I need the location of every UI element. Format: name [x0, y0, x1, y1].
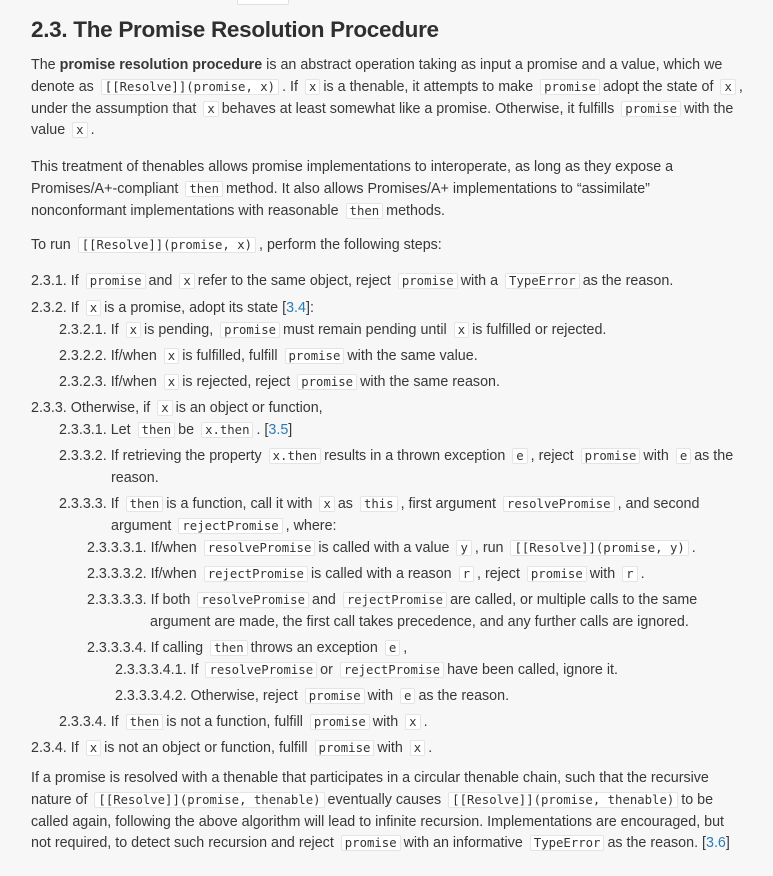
inline-code: promise	[315, 740, 375, 756]
text: is called with a value	[318, 540, 450, 556]
text: with an informative	[403, 835, 523, 852]
steps-intro	[31, 235, 751, 257]
text: .	[691, 540, 696, 556]
inline-code: promise	[297, 374, 357, 390]
text: .	[90, 122, 95, 139]
inline-code: x	[86, 740, 101, 756]
text: If a promise is resolved with a thenable that participates in a circular thenable chain, such that the recursive	[31, 770, 709, 786]
text: as the reason.	[582, 273, 674, 289]
text: If	[70, 300, 79, 316]
text: , reject	[530, 448, 574, 464]
step-number: 2.3.3.3.2.	[87, 566, 147, 582]
inline-code: TypeError	[505, 273, 580, 289]
inline-code: [[Resolve]](promise, y)	[510, 540, 688, 556]
text: denote as	[31, 78, 94, 95]
text: called again, following the above algorithm will lead to infinite recursion. Implementations are encouraged, but	[31, 813, 725, 830]
text: If both	[150, 592, 191, 608]
text: If	[110, 496, 119, 512]
text: If calling	[150, 640, 204, 656]
step-number: 2.3.3.3.3.	[87, 592, 147, 608]
step-number: 2.3.2.3.	[59, 374, 107, 390]
inline-code: e	[385, 640, 400, 656]
text: under the assumption that	[31, 100, 197, 117]
reference-link[interactable]: 3.6	[706, 835, 726, 852]
text: not required, to detect such recursion and reject	[31, 835, 334, 852]
inline-code: e	[512, 448, 527, 464]
step-2-3-3-3-4	[87, 637, 407, 659]
text: is pending,	[144, 322, 214, 338]
step-2-3-2	[31, 297, 314, 319]
text: nature of	[31, 791, 88, 808]
text: ]	[725, 835, 730, 852]
inline-code: x	[72, 122, 87, 138]
intro-paragraph	[31, 55, 751, 142]
inline-code: r	[459, 566, 474, 582]
reference-link[interactable]: 3.5	[268, 422, 289, 438]
step-2-3-2-1	[59, 319, 606, 341]
step-number: 2.3.2.1.	[59, 322, 107, 338]
text: eventually causes	[327, 791, 442, 808]
text: with the	[684, 100, 734, 117]
text: , run	[474, 540, 504, 556]
inline-code: r	[622, 566, 637, 582]
inline-code: resolvePromise	[204, 540, 316, 556]
step-2-3-3	[31, 397, 323, 419]
text: If	[70, 740, 79, 756]
inline-code: rejectPromise	[340, 662, 444, 678]
inline-code: then	[126, 714, 164, 730]
inline-code: x	[126, 322, 141, 338]
inline-code: x	[305, 79, 320, 95]
text: to be	[681, 791, 714, 808]
inline-code: e	[400, 688, 415, 704]
text: or	[320, 662, 333, 678]
text: Otherwise, if	[70, 400, 151, 416]
text: is a thenable, it attempts to make	[323, 78, 534, 95]
inline-code: rejectPromise	[343, 592, 447, 608]
text: with the same reason.	[360, 374, 500, 390]
reference-link[interactable]: 3.4	[286, 300, 306, 316]
step-number: 2.3.3.1.	[59, 422, 107, 438]
step-2-3-2-3	[59, 371, 500, 393]
text: Promises/A+-compliant	[31, 180, 179, 197]
text: with the same value.	[347, 348, 478, 364]
text: is called with a reason	[310, 566, 452, 582]
inline-code: promise	[285, 348, 345, 364]
inline-code: x	[86, 300, 101, 316]
step-number: 2.3.3.3.1.	[87, 540, 147, 556]
text: refer to the same object, reject	[197, 273, 391, 289]
code-snippet-fragment	[237, 0, 289, 5]
text: , first argument	[400, 496, 496, 512]
inline-code: resolvePromise	[197, 592, 309, 608]
text: methods.	[386, 202, 445, 219]
inline-code: promise	[310, 714, 370, 730]
text: . [	[256, 422, 269, 438]
inline-code: x	[179, 273, 194, 289]
text: method. It also allows Promises/A+ implementations to “assimilate”	[226, 180, 650, 197]
text: If	[110, 714, 119, 730]
text: is a function, call it with	[166, 496, 313, 512]
inline-code: rejectPromise	[178, 518, 282, 534]
inline-code: promise	[398, 273, 458, 289]
inline-code: x	[454, 322, 469, 338]
text: results in a thrown exception	[324, 448, 506, 464]
step-number: 2.3.2.	[31, 300, 67, 316]
inline-code: x.then	[269, 448, 321, 464]
section-heading: 2.3. The Promise Resolution Procedure	[31, 17, 439, 42]
text: Let	[110, 422, 131, 438]
step-number: 2.3.4.	[31, 740, 67, 756]
step-2-3-3-3-4-2	[115, 685, 509, 707]
text: The	[31, 57, 60, 73]
inline-code: x	[319, 496, 334, 512]
inline-code: resolvePromise	[205, 662, 317, 678]
text: If	[110, 322, 119, 338]
text: .	[423, 714, 428, 730]
step-number: 2.3.3.3.	[59, 496, 107, 512]
inline-code: x	[405, 714, 420, 730]
thenables-paragraph	[31, 157, 751, 222]
text: ,	[738, 78, 743, 95]
text: are called, or multiple calls to the same	[450, 592, 698, 608]
text: with	[367, 688, 394, 704]
bold-term: promise resolution procedure	[59, 57, 263, 73]
step-2-3-3-3-2	[87, 563, 645, 585]
text: ]	[288, 422, 293, 438]
step-number: 2.3.3.	[31, 400, 67, 416]
step-2-3-3-3-3	[87, 589, 697, 611]
text: with	[372, 714, 399, 730]
text: ,	[403, 640, 408, 656]
inline-code: x	[720, 79, 735, 95]
text: must remain pending until	[283, 322, 447, 338]
text: reason.	[111, 470, 159, 486]
text: nonconformant implementations with reasonable	[31, 202, 339, 219]
inline-code: x	[203, 101, 218, 117]
text: If/when	[110, 348, 157, 364]
inline-code: TypeError	[530, 835, 605, 851]
text: is rejected, reject	[182, 374, 291, 390]
inline-code: y	[456, 540, 471, 556]
text: is an abstract operation taking as input a promise and a value, which we	[262, 57, 723, 73]
text: argument	[111, 518, 172, 534]
inline-code: promise	[540, 79, 600, 95]
text: ]:	[305, 300, 314, 316]
inline-code: e	[676, 448, 691, 464]
text: and	[148, 273, 173, 289]
text: .	[640, 566, 645, 582]
text: as the reason. [	[607, 835, 706, 852]
text: If/when	[150, 566, 197, 582]
inline-code: promise	[86, 273, 146, 289]
text: have been called, ignore it.	[447, 662, 618, 678]
inline-code: [[Resolve]](promise, thenable)	[94, 792, 324, 808]
text: is not an object or function, fulfill	[104, 740, 308, 756]
inline-code: [[Resolve]](promise, x)	[101, 79, 279, 95]
inline-code: rejectPromise	[204, 566, 308, 582]
inline-code: then	[346, 203, 384, 219]
step-2-3-4	[31, 737, 432, 759]
inline-code: promise	[527, 566, 587, 582]
step-number: 2.3.3.3.4.	[87, 640, 147, 656]
inline-code: x	[410, 740, 425, 756]
inline-code: promise	[305, 688, 365, 704]
step-2-3-3-3-3-continued	[150, 611, 689, 633]
text: with	[377, 740, 403, 756]
circular-chain-paragraph	[31, 768, 751, 855]
text: argument are made, the first call takes precedence, and any further calls are ignored.	[150, 614, 689, 630]
text: as the	[694, 448, 734, 464]
inline-code: promise	[621, 101, 681, 117]
step-number: 2.3.3.2.	[59, 448, 107, 464]
step-2-3-3-4	[59, 711, 428, 733]
text: To run	[31, 237, 71, 253]
step-2-3-3-3-continued	[111, 515, 337, 537]
text: throws an exception	[250, 640, 378, 656]
inline-code: then	[210, 640, 248, 656]
text: value	[31, 122, 66, 139]
inline-code: x	[164, 374, 179, 390]
text: is fulfilled, fulfill	[182, 348, 278, 364]
step-number: 2.3.2.2.	[59, 348, 107, 364]
text: Otherwise, reject	[190, 688, 298, 704]
text: with	[643, 448, 669, 464]
text: is fulfilled or rejected.	[472, 322, 607, 338]
inline-code: then	[185, 181, 223, 197]
step-2-3-3-3-4-1	[115, 659, 618, 681]
step-2-3-3-3	[59, 493, 699, 515]
text: is an object or function,	[175, 400, 323, 416]
inline-code: x	[164, 348, 179, 364]
inline-code: [[Resolve]](promise, x)	[78, 237, 256, 253]
text: adopt the state of	[602, 78, 714, 95]
step-2-3-2-2	[59, 345, 478, 367]
inline-code: promise	[341, 835, 401, 851]
text: and	[312, 592, 336, 608]
text: , reject	[477, 566, 520, 582]
text: , perform the following steps:	[259, 237, 442, 253]
step-number: 2.3.3.4.	[59, 714, 107, 730]
text: with	[589, 566, 616, 582]
text: .	[428, 740, 433, 756]
inline-code: promise	[581, 448, 641, 464]
inline-code: promise	[220, 322, 280, 338]
text: If	[70, 273, 79, 289]
step-2-3-3-2-continued	[111, 467, 159, 489]
inline-code: resolvePromise	[503, 496, 615, 512]
step-2-3-3-2	[59, 445, 733, 467]
text: If retrieving the property	[110, 448, 262, 464]
inline-code: x	[157, 400, 172, 416]
text: If/when	[150, 540, 197, 556]
step-2-3-3-1	[59, 419, 292, 441]
text: behaves at least somewhat like a promise. Otherwise, it fulfills	[221, 100, 615, 117]
text: is not a function, fulfill	[166, 714, 303, 730]
inline-code: [[Resolve]](promise, thenable)	[448, 792, 678, 808]
inline-code: then	[138, 422, 176, 438]
text: This treatment of thenables allows promise implementations to interoperate, as long as they expose a	[31, 159, 674, 175]
text: as the reason.	[418, 688, 510, 704]
inline-code: this	[360, 496, 398, 512]
text: . If	[282, 78, 298, 95]
text: is a promise, adopt its state [	[104, 300, 287, 316]
text: , where:	[285, 518, 337, 534]
text: be	[178, 422, 195, 438]
step-number: 2.3.3.3.4.1.	[115, 662, 187, 678]
step-2-3-1	[31, 270, 673, 292]
inline-code: x.then	[201, 422, 253, 438]
step-number: 2.3.3.3.4.2.	[115, 688, 187, 704]
text: , and second	[617, 496, 700, 512]
step-number: 2.3.1.	[31, 273, 67, 289]
inline-code: then	[126, 496, 164, 512]
text: as	[337, 496, 353, 512]
step-2-3-3-3-1	[87, 537, 696, 559]
text: If/when	[110, 374, 157, 390]
text: with a	[460, 273, 499, 289]
text: If	[190, 662, 199, 678]
